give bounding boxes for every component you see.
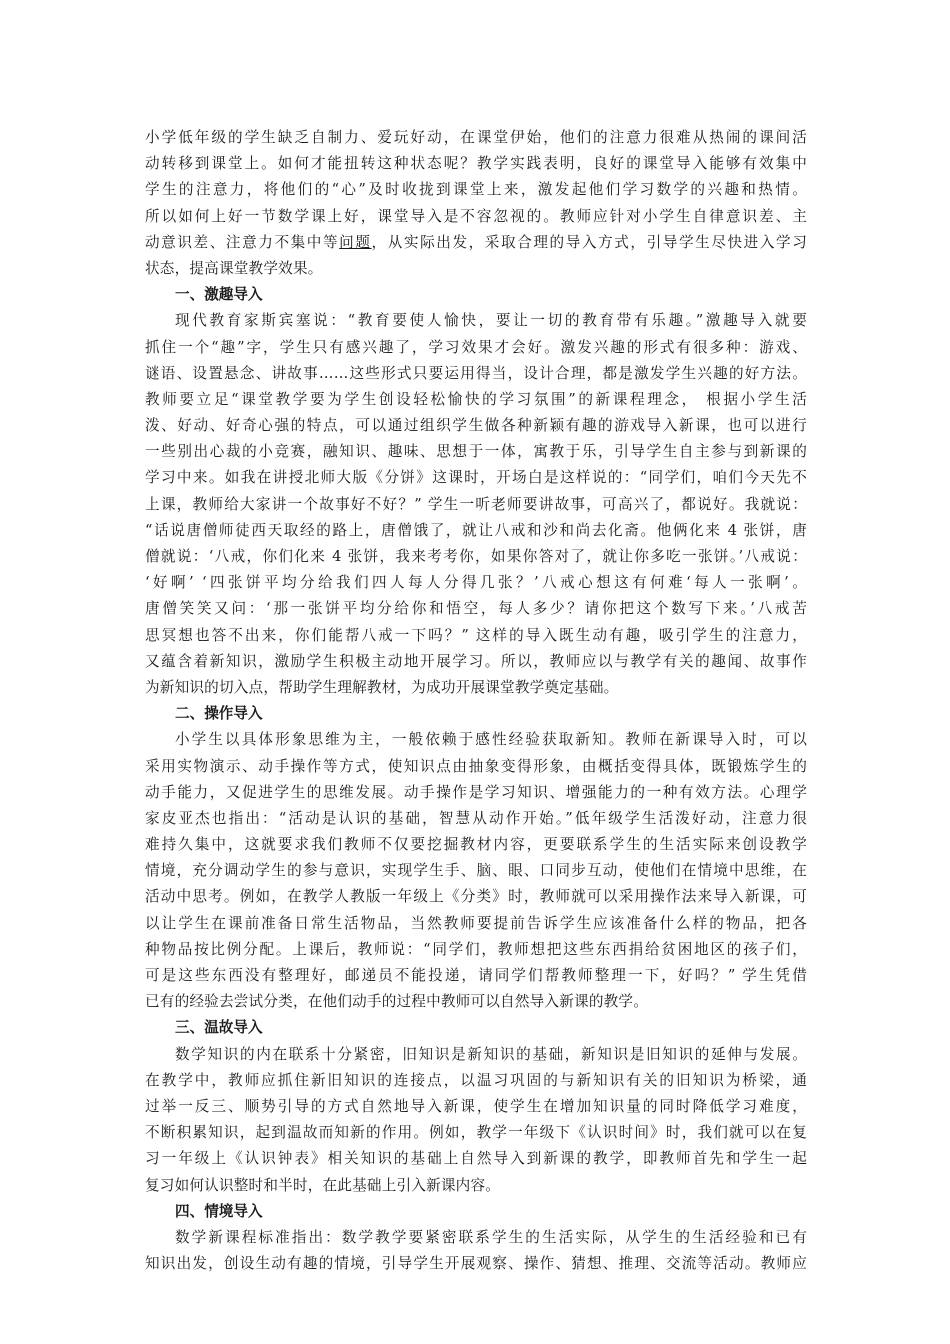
text-line: 泼、好动、好奇心强的特点，可以通过组织学生做各种新颖有趣的游戏导入新课，也可以进行 bbox=[145, 417, 807, 435]
text-line: ‘好啊’ ‘四张饼平均分给我们四人每人分得几张？’八戒心想这有何难‘每人一张啊’。 bbox=[145, 574, 807, 592]
text-line: 小学生以具体形象思维为主，一般依赖于感性经验获取新知。教师在新课导入时，可以 bbox=[175, 731, 807, 749]
text-line: 难持久集中，这就要求我们教师不仅要挖掘教材内容，更要联系学生的生活实际来创设教学 bbox=[145, 836, 807, 854]
text-line: 种物品按比例分配。上课后，教师说：“同学们，教师想把这些东西捐给贫困地区的孩子们， bbox=[145, 940, 807, 958]
text-line: 状态，提高课堂教学效果。 bbox=[145, 259, 323, 277]
text-line: “话说唐僧师徒西天取经的路上，唐僧饿了，就让八戒和沙和尚去化斋。他俩化来 4 张饼，唐 bbox=[145, 521, 807, 539]
text-line: 习一年级上《认识钟表》相关知识的基础上自然导入到新课的教学，即教师首先和学生一起 bbox=[145, 1150, 807, 1168]
problem-link[interactable]: 问题 bbox=[339, 233, 372, 251]
text-line: 又蕴含着新知识，激励学生积极主动地开展学习。所以，教师应以与教学有关的趣闻、故事作 bbox=[145, 652, 807, 670]
text-line: 数学知识的内在联系十分紧密，旧知识是新知识的基础，新知识是旧知识的延伸与发展。 bbox=[175, 1045, 807, 1063]
text-line: 数学新课程标准指出：数学教学要紧密联系学生的生活实际，从学生的生活经验和已有 bbox=[175, 1228, 807, 1246]
text-line: 教师要立足“课堂教学要为学生创设轻松愉快的学习氛围”的新课程理念， 根据小学生活 bbox=[145, 390, 807, 408]
text-line: 谜语、设置悬念、讲故事……这些形式只要运用得当，设计合理，都是激发学生兴趣的好方法。 bbox=[145, 364, 807, 382]
text-line: 知识出发，创设生动有趣的情境，引导学生开展观察、操作、猜想、推理、交流等活动。教师应 bbox=[145, 1255, 807, 1273]
text-line: 已有的经验去尝试分类，在他们动手的过程中教师可以自然导入新课的教学。 bbox=[145, 993, 648, 1011]
text-line: 为新知识的切入点，帮助学生理解教材，为成功开展课堂教学奠定基础。 bbox=[145, 678, 619, 696]
text-line: 在教学中，教师应抓住新旧知识的连接点，以温习巩固的与新知识有关的旧知识为桥梁，通 bbox=[145, 1071, 807, 1089]
text-line: 情境，充分调动学生的参与意识，实现学生手、脑、眼、口同步互动，使他们在情境中思维，在 bbox=[145, 862, 807, 880]
document-page bbox=[145, 125, 807, 1277]
text-line: 动转移到课堂上。如何才能扭转这种状态呢？教学实践表明，良好的课堂导入能够有效集中 bbox=[145, 155, 807, 173]
text-line: 思冥想也答不出来，你们能帮八戒一下吗？” 这样的导入既生动有趣，吸引学生的注意力， bbox=[145, 626, 807, 644]
section-review bbox=[145, 1015, 807, 1198]
text-line: 僧就说：‘八戒，你们化来 4 张饼，我来考考你，如果你答对了，就让你多吃一张饼。’八戒说： bbox=[145, 548, 807, 565]
text-line: 一些别出心裁的小竞赛，融知识、趣味、思想于一体，寓教于乐，引导学生自主参与到新课的 bbox=[145, 443, 807, 461]
text-line: 现代教育家斯宾塞说：“教育要使人愉快，要让一切的教育带有乐趣。”激趣导入就要 bbox=[175, 312, 807, 330]
text-line: 唐僧笑笑又问：‘那一张饼平均分给你和悟空，每人多少？请你把这个数写下来。’八戒苦 bbox=[145, 600, 807, 618]
text-line: 不断积累知识，起到温故而知新的作用。例如，教学一年级下《认识时间》时，我们就可以在复 bbox=[145, 1124, 807, 1142]
text-line: 采用实物演示、动手操作等方式，使知识点由抽象变得形象，由概括变得具体，既锻炼学生的 bbox=[145, 757, 807, 775]
text-line: 上课，教师给大家讲一个故事好不好？” 学生一听老师要讲故事，可高兴了，都说好。我就说： bbox=[145, 495, 807, 513]
text-line: 抓住一个“趣”字，学生只有感兴趣了，学习效果才会好。激发兴趣的形式有很多种：游戏、 bbox=[145, 338, 807, 356]
text-line: 家皮亚杰也指出：“活动是认识的基础，智慧从动作开始。”低年级学生活泼好动，注意力很 bbox=[145, 809, 807, 827]
text-line: 可是这些东西没有整理好，邮递员不能投递，请同学们帮教师整理一下，好吗？” 学生凭借 bbox=[145, 967, 807, 984]
intro-paragraph bbox=[145, 125, 807, 282]
text-line: 小学低年级的学生缺乏自制力、爱玩好动，在课堂伊始，他们的注意力很难从热闹的课间活 bbox=[145, 129, 807, 146]
text-line: 复习如何认识整时和半时，在此基础上引入新课内容。 bbox=[145, 1176, 501, 1194]
text-segment: ，从实际出发，采取合理的导入方式，引导学生尽快进入学习 bbox=[371, 233, 808, 251]
text-segment: 动意识差、注意力不集中等 bbox=[145, 233, 340, 251]
text-line: 过举一反三、顺势引导的方式自然地导入新课，使学生在增加知识量的同时降低学习难度， bbox=[145, 1097, 807, 1115]
section-interest bbox=[145, 282, 807, 701]
text-line: 活动中思考。例如，在教学人教版一年级上《分类》时，教师就可以采用操作法来导入新课，可 bbox=[145, 888, 807, 906]
section-heading: 三、温故导入 bbox=[175, 1019, 263, 1037]
text-line bbox=[145, 230, 807, 256]
section-heading: 二、操作导入 bbox=[175, 705, 263, 723]
text-line: 学习中来。如我在讲授北师大版《分饼》这课时，开场白是这样说的：“同学们，咱们今天先不 bbox=[145, 469, 807, 487]
section-heading: 四、情境导入 bbox=[175, 1202, 263, 1220]
text-line: 所以如何上好一节数学课上好，课堂导入是不容忽视的。教师应针对小学生自律意识差、主 bbox=[145, 207, 807, 225]
text-line: 动手能力，又促进学生的思维发展。动手操作是学习知识、增强能力的一种有效方法。心理学 bbox=[145, 783, 807, 801]
section-heading: 一、激趣导入 bbox=[175, 286, 263, 304]
section-operation bbox=[145, 701, 807, 1015]
text-line: 以让学生在课前准备日常生活物品，当然教师要提前告诉学生应该准备什么样的物品，把各 bbox=[145, 914, 807, 932]
text-line: 学生的注意力，将他们的“心”及时收拢到课堂上来，激发起他们学习数学的兴趣和热情。 bbox=[145, 181, 807, 199]
section-situation bbox=[145, 1199, 807, 1278]
